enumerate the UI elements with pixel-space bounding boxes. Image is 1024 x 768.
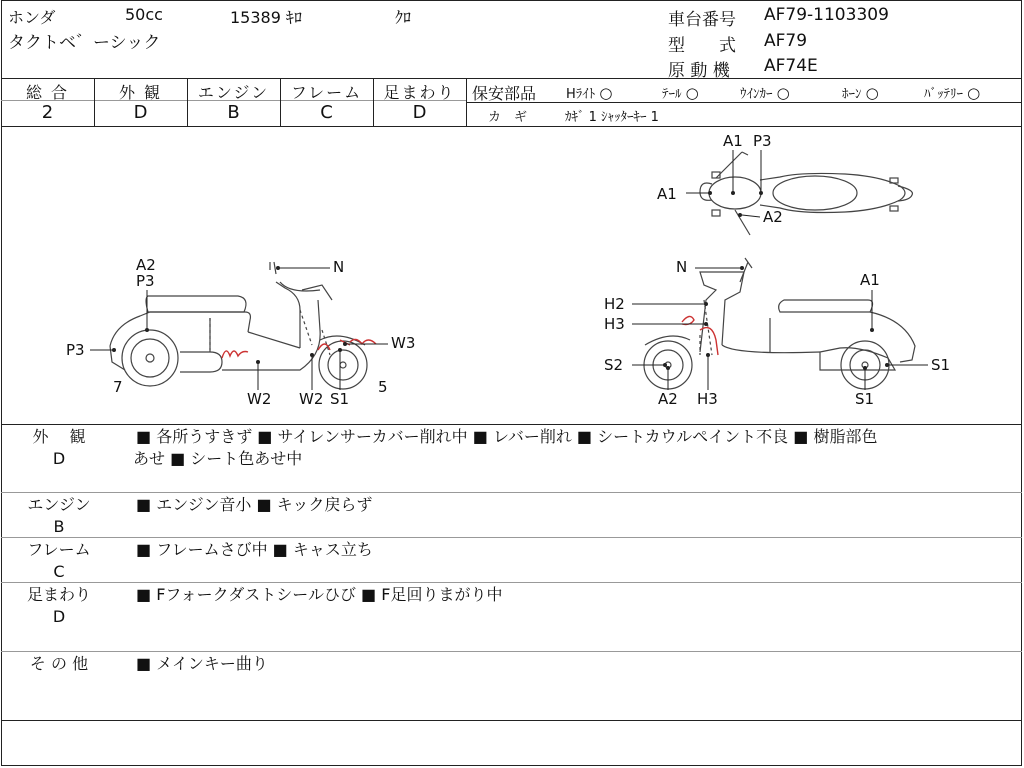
label-top-a1: A1 bbox=[723, 132, 743, 150]
grade-suspension bbox=[373, 78, 466, 126]
label-right-n: N bbox=[676, 258, 688, 276]
section-title: そ の 他 bbox=[29, 654, 89, 673]
mileage: 15389 ｷﾛ bbox=[230, 8, 302, 27]
safety-item-mark: ○ bbox=[599, 84, 613, 102]
grade-value: B bbox=[227, 102, 240, 123]
section-engine-label bbox=[14, 494, 104, 538]
label-left-a2: A2 bbox=[136, 256, 156, 274]
section-title: 足まわり bbox=[26, 585, 91, 604]
safety-item-name: ﾎｰﾝ bbox=[842, 87, 862, 102]
section-title: エンジン bbox=[27, 495, 91, 514]
section-grade: D bbox=[52, 607, 66, 626]
key-value: ｶｷﾞ 1 ｼｬｯﾀｰｷｰ 1 bbox=[565, 110, 659, 125]
damage-marks bbox=[222, 316, 718, 358]
section-suspension-text: ■ Fフォークダストシールひび ■ F足回りまがり中 bbox=[136, 585, 503, 604]
type-label: 型 式 bbox=[668, 36, 736, 56]
grid-line bbox=[1, 492, 1022, 493]
frame-no-label: 車台番号 bbox=[668, 10, 736, 30]
grade-label: 外 観 bbox=[118, 83, 163, 102]
section-other-text: ■ メインキー曲り bbox=[136, 654, 268, 673]
label-top-a2: A2 bbox=[763, 208, 783, 226]
key-label: カ ギ bbox=[488, 110, 528, 125]
grid-line bbox=[1, 537, 1022, 538]
safety-item bbox=[566, 83, 613, 102]
grade-label: 足まわり bbox=[383, 83, 456, 102]
label-left-p3: P3 bbox=[136, 272, 155, 290]
section-grade: C bbox=[53, 562, 65, 581]
safety-item-name: ﾊﾞｯﾃﾘｰ bbox=[924, 87, 963, 102]
label-right-s1b: S1 bbox=[855, 390, 875, 408]
safety-item-name: Hﾗｲﾄ bbox=[566, 87, 596, 102]
label-right-s2: S2 bbox=[604, 356, 624, 374]
label-left-w2: W2 bbox=[247, 390, 272, 408]
grade-label: エンジン bbox=[197, 83, 270, 102]
engine-value: AF74E bbox=[764, 56, 818, 76]
label-left-w2b: W2 bbox=[299, 390, 324, 408]
label-left-w3: W3 bbox=[391, 334, 416, 352]
label-top-p3: P3 bbox=[753, 132, 772, 150]
label-left-7: 7 bbox=[113, 378, 123, 396]
displacement: 50cc bbox=[125, 5, 163, 24]
grade-engine bbox=[187, 78, 280, 126]
section-grade: D bbox=[52, 449, 66, 468]
label-right-a2: A2 bbox=[658, 390, 678, 408]
scooter-diagram bbox=[0, 126, 1024, 424]
model-name: タクトベ゛ーシック bbox=[8, 33, 161, 53]
safety-item-name: ﾃｰﾙ bbox=[662, 87, 682, 102]
section-exterior-text-2: あせ ■ シート色あせ中 bbox=[133, 449, 303, 468]
grid-line bbox=[1, 651, 1022, 652]
grid-line bbox=[1, 424, 1022, 425]
grade-exterior bbox=[94, 78, 187, 126]
section-title: フレーム bbox=[27, 540, 91, 559]
label-left-p3b: P3 bbox=[66, 341, 85, 359]
type-value: AF79 bbox=[764, 31, 808, 51]
section-suspension-label bbox=[14, 584, 104, 628]
grid-line bbox=[466, 102, 1022, 103]
grid-line bbox=[1, 720, 1022, 721]
section-grade: B bbox=[53, 517, 65, 536]
grid-line bbox=[466, 78, 467, 126]
label-left-s1: S1 bbox=[330, 390, 350, 408]
grade-label: 総 合 bbox=[25, 83, 70, 102]
safety-item bbox=[842, 83, 879, 102]
label-right-h3: H3 bbox=[604, 315, 625, 333]
grade-value: D bbox=[412, 102, 427, 123]
section-exterior-text: ■ 各所うすきず ■ サイレンサーカバー削れ中 ■ レバー削れ ■ シートカウルペイント不良 ■ 樹脂部色 bbox=[136, 427, 878, 446]
label-right-h2: H2 bbox=[604, 295, 625, 313]
section-other-label bbox=[14, 653, 104, 675]
safety-item-mark: ○ bbox=[967, 84, 981, 102]
label-top-a1b: A1 bbox=[657, 185, 677, 203]
label-left-5: 5 bbox=[378, 378, 388, 396]
section-frame-label bbox=[14, 539, 104, 583]
safety-item bbox=[740, 83, 790, 102]
leader-lines bbox=[90, 150, 928, 390]
color: ｸﾛ bbox=[395, 8, 412, 27]
safety-item-name: ｳｲﾝｶｰ bbox=[740, 87, 773, 102]
section-frame-text: ■ フレームさび中 ■ キャス立ち bbox=[136, 540, 373, 559]
grid-line bbox=[1, 582, 1022, 583]
grade-value: 2 bbox=[41, 102, 54, 123]
engine-label: 原 動 機 bbox=[668, 61, 730, 81]
safety-item-mark: ○ bbox=[865, 84, 879, 102]
label-left-n: N bbox=[333, 258, 345, 276]
safety-label: 保安部品 bbox=[472, 84, 537, 103]
section-exterior-label bbox=[14, 426, 104, 470]
grade-label: フレーム bbox=[290, 83, 363, 102]
section-engine-text: ■ エンジン音小 ■ キック戻らず bbox=[136, 495, 373, 514]
grade-overall bbox=[1, 78, 94, 126]
label-right-h3b: H3 bbox=[697, 390, 718, 408]
maker: ホンダ bbox=[8, 8, 56, 27]
safety-item-mark: ○ bbox=[776, 84, 790, 102]
label-right-a1: A1 bbox=[860, 271, 880, 289]
label-right-s1: S1 bbox=[931, 356, 951, 374]
grade-value: C bbox=[320, 102, 333, 123]
grade-frame bbox=[280, 78, 373, 126]
section-title: 外 観 bbox=[32, 427, 86, 446]
grade-value: D bbox=[133, 102, 148, 123]
safety-item bbox=[924, 83, 980, 102]
safety-item bbox=[662, 83, 699, 102]
frame-no: AF79-1103309 bbox=[764, 5, 889, 25]
safety-item-mark: ○ bbox=[685, 84, 699, 102]
